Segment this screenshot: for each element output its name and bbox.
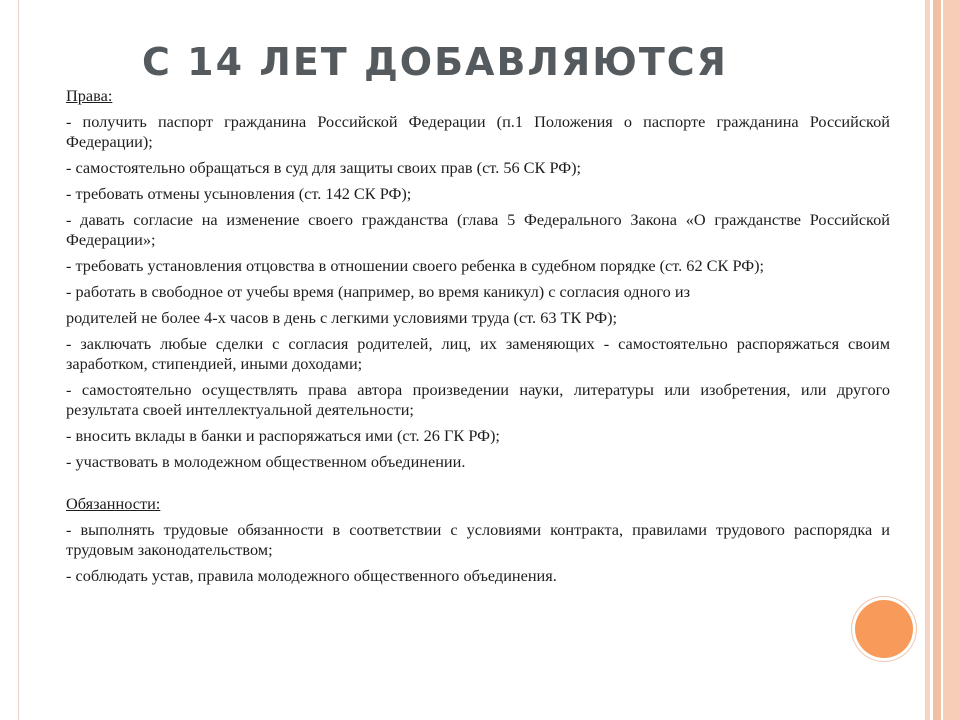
rights-heading: Права: — [66, 86, 113, 105]
rights-item: - участвовать в молодежном общественном объединении. — [66, 452, 466, 471]
section-gap — [66, 478, 890, 494]
rights-item: - требовать отмены усыновления (ст. 142 СК РФ); — [66, 184, 412, 203]
slide-title: С 14 ЛЕТ ДОБАВЛЯЮТСЯ — [142, 40, 728, 84]
rights-item: - самостоятельно осуществлять права автора произведении науки, литературы или изобретения, или другого результата своей интеллектуальной деятельности; — [66, 380, 890, 419]
duties-heading: Обязанности: — [66, 494, 161, 513]
decorative-circle — [855, 600, 913, 658]
decorative-stripes — [926, 0, 960, 720]
rights-item: - вносить вклады в банки и распоряжаться ими (ст. 26 ГК РФ); — [66, 426, 500, 445]
rights-item: - заключать любые сделки с согласия родителей, лиц, их заменяющих - самостоятельно распоряжаться своим заработком, стипендией, иными доходами; — [66, 334, 890, 373]
duties-item: - соблюдать устав, правила молодежного общественного объединения. — [66, 566, 557, 585]
rights-item: - давать согласие на изменение своего гражданства (глава 5 Федерального Закона «О гражданстве Российской Федерации»; — [66, 210, 890, 249]
duties-item: - выполнять трудовые обязанности в соответствии с условиями контракта, правилами трудового распорядка и трудовым законодательством; — [66, 520, 890, 559]
rights-item: - самостоятельно обращаться в суд для защиты своих прав (ст. 56 СК РФ); — [66, 158, 582, 177]
rights-item: родителей не более 4-х часов в день с легкими условиями труда (ст. 63 ТК РФ); — [66, 308, 618, 327]
rights-item: - работать в свободное от учебы время (например, во время каникул) с согласия одного из — [66, 282, 691, 301]
rights-item: - требовать установления отцовства в отношении своего ребенка в судебном порядке (ст. 62 СК РФ); — [66, 256, 765, 275]
slide-content — [66, 86, 890, 592]
rights-item: - получить паспорт гражданина Российской Федерации (п.1 Положения о паспорте гражданина Российской Федерации); — [66, 112, 890, 151]
